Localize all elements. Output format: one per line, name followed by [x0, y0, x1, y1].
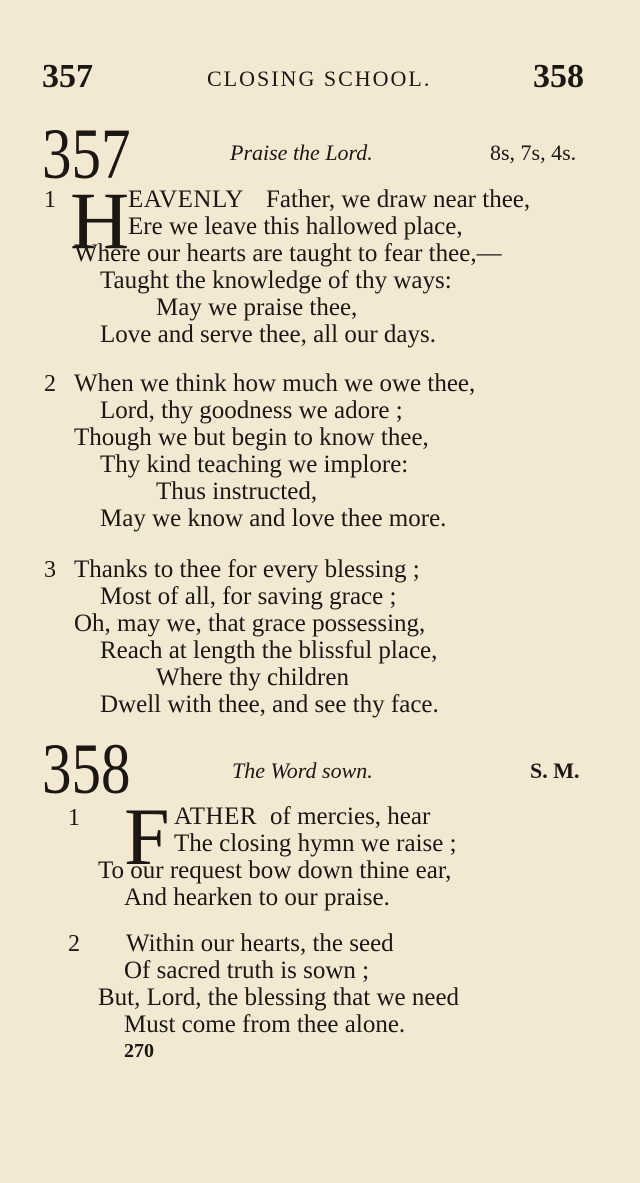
hymn-meter: 8s, 7s, 4s. — [490, 140, 577, 165]
verse-line: Father, we draw near thee, — [266, 186, 531, 213]
verse-line: of mercies, hear — [270, 803, 431, 830]
verse-number: 2 — [44, 371, 56, 397]
verse-line: Ere we leave this hallowed place, — [128, 213, 463, 240]
verse-line: Love and serve thee, all our days. — [100, 321, 436, 348]
hymn-number: 358 — [42, 729, 131, 809]
drop-cap: H — [70, 175, 130, 266]
verse-line: And hearken to our praise. — [124, 884, 390, 911]
verse-line: Where our hearts are taught to fear thee,— — [74, 240, 502, 267]
verse-line: But, Lord, the blessing that we need — [98, 984, 460, 1011]
verse-line: Must come from thee alone. — [124, 1011, 406, 1038]
first-word-caps: ATHER — [174, 803, 258, 830]
verse-line: Though we but begin to know thee, — [74, 424, 429, 451]
verse-line: Dwell with thee, and see thy face. — [100, 691, 439, 718]
verse-line: Within our hearts, the seed — [126, 930, 394, 957]
verse-line: Where thy children — [156, 664, 349, 691]
verse-number: 2 — [68, 931, 80, 957]
hymn-meter: S. M. — [530, 758, 580, 783]
verse-line: Thy kind teaching we implore: — [100, 451, 409, 478]
verse-line: May we praise thee, — [156, 294, 358, 321]
verse-line: The closing hymn we raise ; — [174, 830, 457, 857]
verse-line: Thanks to thee for every blessing ; — [74, 556, 420, 583]
verse-line: Of sacred truth is sown ; — [124, 957, 370, 984]
verse-number: 1 — [68, 805, 80, 831]
header-title: CLOSING SCHOOL. — [207, 66, 432, 91]
verse-line: Reach at length the blissful place, — [100, 637, 438, 664]
verse-line: Taught the knowledge of thy ways: — [100, 267, 452, 294]
verse-line: Thus instructed, — [156, 478, 318, 505]
verse-line: When we think how much we owe thee, — [74, 370, 476, 397]
verse-line: Most of all, for saving grace ; — [100, 583, 397, 610]
hymn-number: 357 — [42, 114, 131, 194]
verse-line: To our request bow down thine ear, — [98, 857, 452, 884]
verse-line: Lord, thy goodness we adore ; — [100, 397, 403, 424]
verse-line: Oh, may we, that grace possessing, — [74, 610, 426, 637]
hymn-title: The Word sown. — [232, 758, 373, 783]
page-number: 270 — [124, 1040, 154, 1062]
header-left-number: 357 — [42, 58, 93, 95]
verse-line: May we know and love thee more. — [100, 505, 447, 532]
verse-number: 3 — [44, 557, 56, 583]
hymn-title: Praise the Lord. — [230, 140, 373, 165]
header-right-number: 358 — [533, 58, 584, 95]
first-word-caps: EAVENLY — [128, 186, 244, 213]
verse-number: 1 — [44, 187, 56, 213]
drop-cap: F — [124, 791, 170, 882]
